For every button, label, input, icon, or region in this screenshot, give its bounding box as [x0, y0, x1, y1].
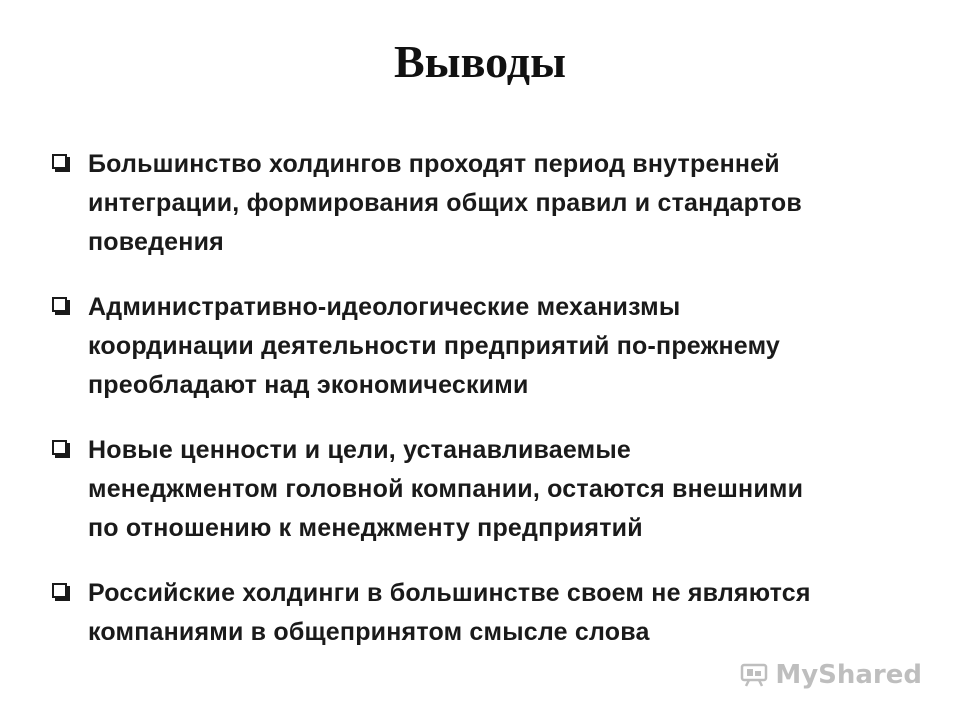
watermark-text: MyShared: [775, 660, 922, 690]
bullet-line: компаниями в общепринятом смысле слова: [88, 618, 650, 646]
bullet-line: Большинство холдингов проходят период внутренней: [88, 150, 780, 178]
bullet-item: [50, 288, 920, 405]
bullet-line: преобладают над экономическими: [88, 371, 529, 399]
bullet-item: [50, 145, 920, 262]
bullet-line: Российские холдинги в большинстве своем не являются: [88, 579, 811, 607]
bullet-line: поведения: [88, 228, 224, 256]
checkbox-square-icon: [52, 297, 67, 312]
slide-title: Выводы: [394, 36, 566, 87]
checkbox-square-icon: [52, 583, 67, 598]
watermark: [739, 660, 922, 690]
bullet-text: [88, 574, 920, 652]
bullet-list: [50, 145, 920, 678]
bullet-item: [50, 431, 920, 548]
bullet-line: Новые ценности и цели, устанавливаемые: [88, 436, 631, 464]
bullet-text: [88, 288, 920, 405]
checkbox-square-icon: [52, 440, 67, 455]
bullet-line: Административно-идеологические механизмы: [88, 293, 681, 321]
bullet-text: [88, 145, 920, 262]
bullet-item: [50, 574, 920, 652]
presentation-board-icon: [739, 663, 769, 687]
checkbox-square-icon: [52, 154, 67, 169]
bullet-text: [88, 431, 920, 548]
bullet-line: интеграции, формирования общих правил и стандартов: [88, 189, 802, 217]
bullet-line: по отношению к менеджменту предприятий: [88, 514, 643, 542]
bullet-line: менеджментом головной компании, остаются внешними: [88, 475, 804, 503]
bullet-line: координации деятельности предприятий по-прежнему: [88, 332, 781, 360]
